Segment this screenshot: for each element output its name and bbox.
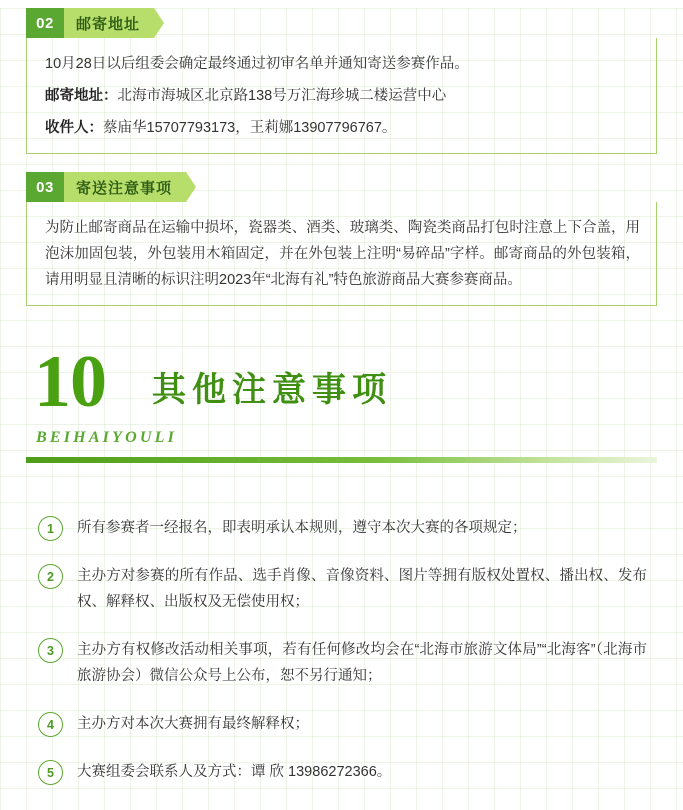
list-item-text: 主办方有权修改活动相关事项，若有任何修改均会在“北海市旅游文体局”“北海客”（北海市旅游协会）微信公众号上公布，恕不另行通知； [77,642,647,685]
paragraph [45,51,640,77]
section-body [26,202,657,306]
list-item-number: 1 [38,516,63,541]
list-item-text: 主办方对本次大赛拥有最终解释权； [77,716,309,733]
paragraph-text: 为防止邮寄商品在运输中损坏，瓷器类、酒类、玻璃类、陶瓷类商品打包时注意上下合盖，用泡沫加固包装，外包装用木箱固定，并在外包装上注明“易碎品”字样。邮寄商品的外包装箱，请用明显且清晰的标识注明2023年“北海有礼”特色旅游商品大赛参赛商品。 [45,220,640,288]
section-header [26,172,657,202]
paragraph-text: 10月28日以后组委会确定最终通过初审名单并通知寄送参赛作品。 [45,56,469,72]
list-item-text: 大赛组委会联系人及方式：谭 欣 13986272366。 [77,764,392,781]
paragraph-label: 邮寄地址： [45,88,118,104]
chapter-title: 其他注意事项 [152,371,392,409]
chapter-divider [26,457,657,463]
chapter-number: 10 [34,341,106,423]
list-item [38,711,647,737]
chapter-subtitle: BEIHAIYOULI [36,429,177,447]
section-header [26,8,657,38]
list-item [38,637,647,689]
paragraph-text: 蔡庙华15707793173，王莉娜13907796767。 [103,120,397,136]
rules-list [38,515,647,785]
section-number-badge: 03 [26,172,64,202]
paragraph [45,83,640,109]
chapter-header [26,341,657,469]
paragraph-text: 北海市海城区北京路138号万汇海珍城二楼运营中心 [117,88,447,104]
list-item-text: 主办方对参赛的所有作品、选手肖像、音像资料、图片等拥有版权处置权、播出权、发布权、解释权、出版权及无偿使用权； [77,568,647,611]
document-page [0,8,683,810]
paragraph [45,115,640,141]
list-item-number: 5 [38,760,63,785]
list-item-number: 3 [38,638,63,663]
section-body [26,38,657,154]
list-item-number: 2 [38,564,63,589]
section-title: 寄送注意事项 [64,172,186,202]
paragraph-label: 收件人： [45,120,103,136]
list-item-number: 4 [38,712,63,737]
section-number-badge: 02 [26,8,64,38]
list-item [38,515,647,541]
list-item [38,759,647,785]
section-title: 邮寄地址 [64,8,154,38]
list-item-text: 所有参赛者一经报名，即表明承认本规则，遵守本次大赛的各项规定； [77,520,527,537]
section-block-mailing-address [26,8,657,154]
chapter-title-row [26,341,657,423]
section-block-shipping-notes [26,172,657,306]
list-item [38,563,647,615]
paragraph [45,215,640,293]
